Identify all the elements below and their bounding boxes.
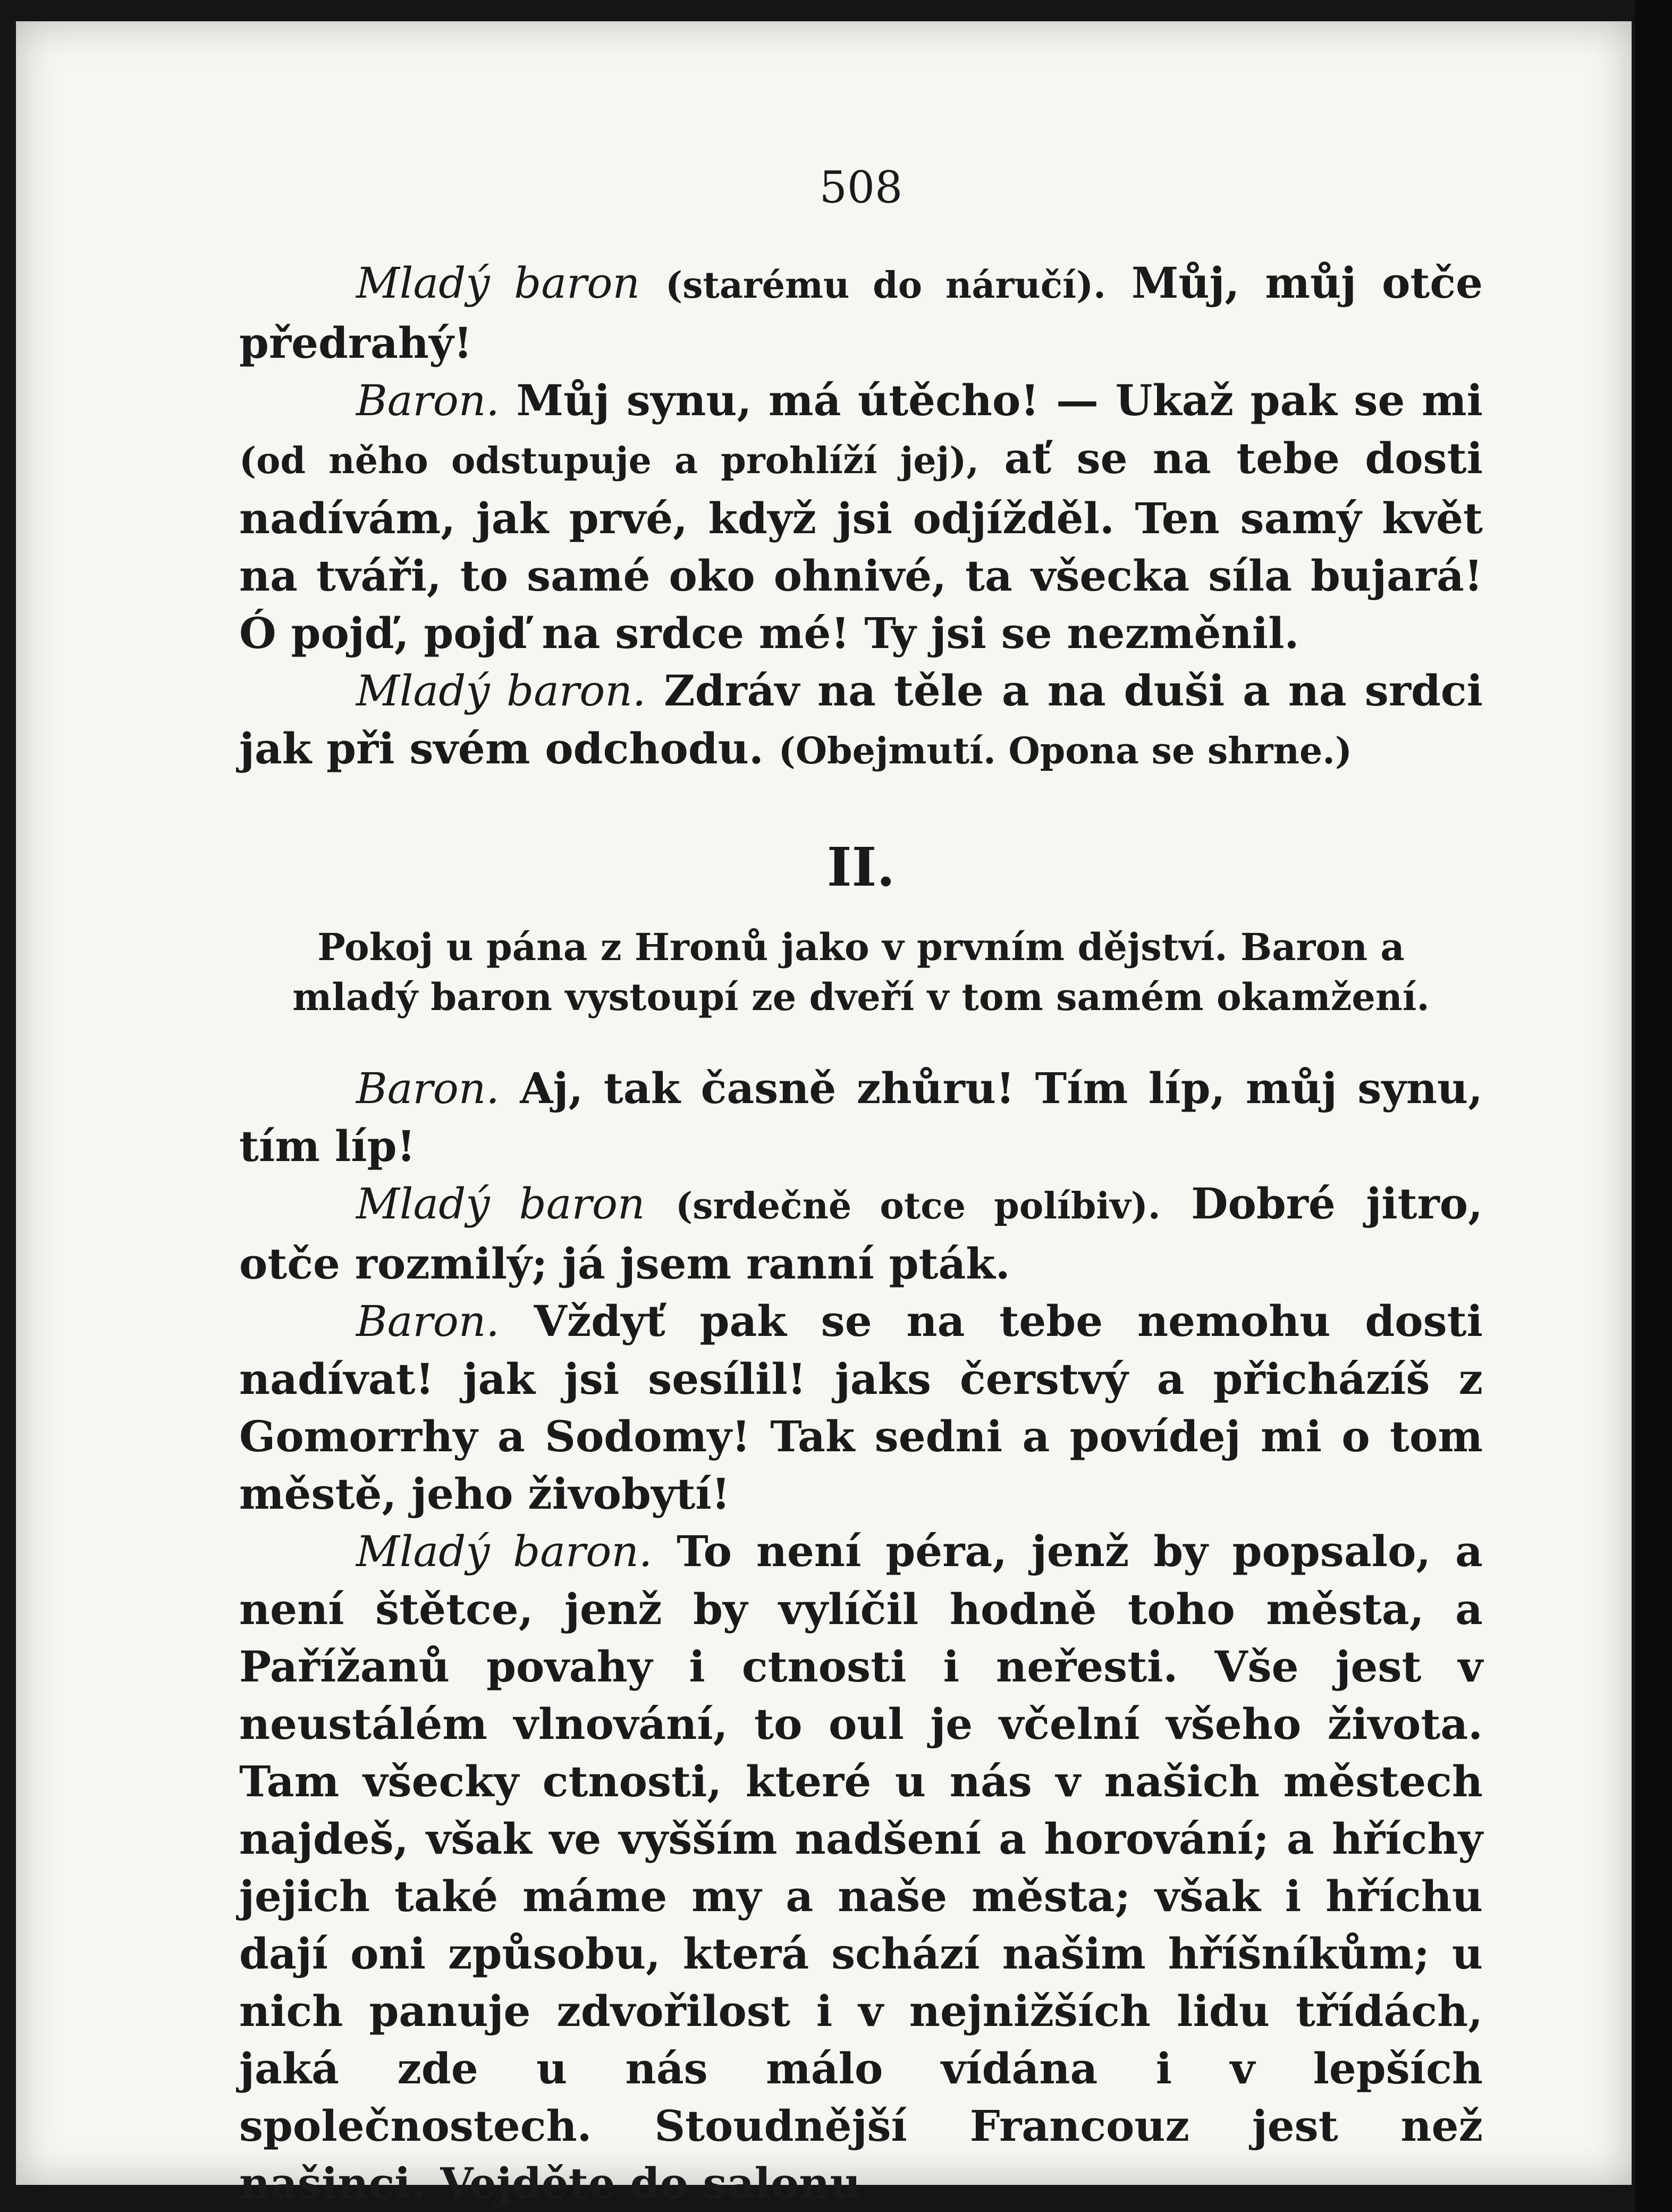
dialogue-text: Vždyť pak se na tebe nemohu dosti nadívat! jak jsi sesílil! jaks čerstvý a přicházíš z Gomorrhy a Sodomy! Tak sedni a povídej mi o tom městě, jeho živobytí! — [239, 1296, 1483, 1519]
speaker-name: Mladý baron. — [356, 666, 646, 716]
dialogue-paragraph — [239, 254, 1483, 372]
stage-direction: (Obejmutí. Opona se shrne.) — [778, 730, 1353, 772]
dialogue-text: Můj synu, má útěcho! — Ukaž pak se mi — [516, 375, 1483, 425]
speaker-name: Baron. — [356, 376, 500, 425]
stage-direction: (starému do náručí). — [665, 264, 1106, 307]
page-number: 508 — [819, 163, 903, 213]
dialogue-text: ať se na tebe dosti nadívám, jak prvé, když jsi odjížděl. Ten samý květ na tváři, to samé oko ohnivé, ta všecka síla bujará! Ó pojď, pojď na srdce mé! Ty jsi se nezměnil. — [239, 433, 1483, 658]
scene-setting: Pokoj u pána z Hronů jako v prvním dějství. Baron a mladý baron vystoupí ze dveří v tom samém okamžení. — [292, 925, 1430, 1019]
speaker-name: Mladý baron — [356, 258, 640, 308]
act-heading: II. — [826, 836, 896, 898]
stage-direction: (srdečně otce políbiv). — [675, 1185, 1161, 1227]
dialogue-text: Zdráv na těle a na duši a na srdci jak při svém odchodu. — [239, 666, 1483, 773]
dialogue-paragraph — [239, 1059, 1483, 1175]
dialogue-paragraph — [239, 372, 1483, 662]
dialogue-text: Můj, můj otče předrahý! — [239, 258, 1483, 368]
dialogue-paragraph — [239, 1523, 1483, 2212]
stage-direction: (od něho odstupuje a prohlíží jej), — [239, 440, 979, 482]
book-page — [16, 21, 1632, 2208]
dialogue-paragraph — [239, 1175, 1483, 1292]
speaker-name: Baron. — [356, 1064, 500, 1113]
page-content — [239, 159, 1483, 2212]
speaker-name: Baron. — [356, 1297, 500, 1346]
speaker-name: Mladý baron — [356, 1179, 645, 1229]
dialogue-paragraph — [239, 662, 1483, 780]
dialogue-text: To není péra, jenž by popsalo, a není štětce, jenž by vylíčil hodně toho města, a Pařížanů povahy i ctnosti i neřesti. Vše jest v neustálém vlnování, to oul je včelní všeho života. Tam všecky ctnosti, které u nás v našich městech najdeš, však ve vyšším nadšení a horování; a hříchy jejich také máme my a naše města; však i hříchu dají oni způsobu, která schází našim hříšníkům; u nich panuje zdvořilost i v nejnižších lidu třídách, jaká zde u nás málo vídána i v lepších společnostech. Stoudnější Francouz jest než našinci. Vejděte do salonu — [239, 1526, 1483, 2208]
dialogue-text: Dobré jitro, otče rozmilý; já jsem ranní pták. — [239, 1179, 1483, 1289]
scan-edge — [1635, 0, 1672, 2211]
dialogue-text: Aj, tak časně zhůru! Tím líp, můj synu, tím líp! — [239, 1063, 1483, 1171]
dialogue-paragraph — [239, 1292, 1483, 1523]
speaker-name: Mladý baron. — [356, 1527, 653, 1576]
